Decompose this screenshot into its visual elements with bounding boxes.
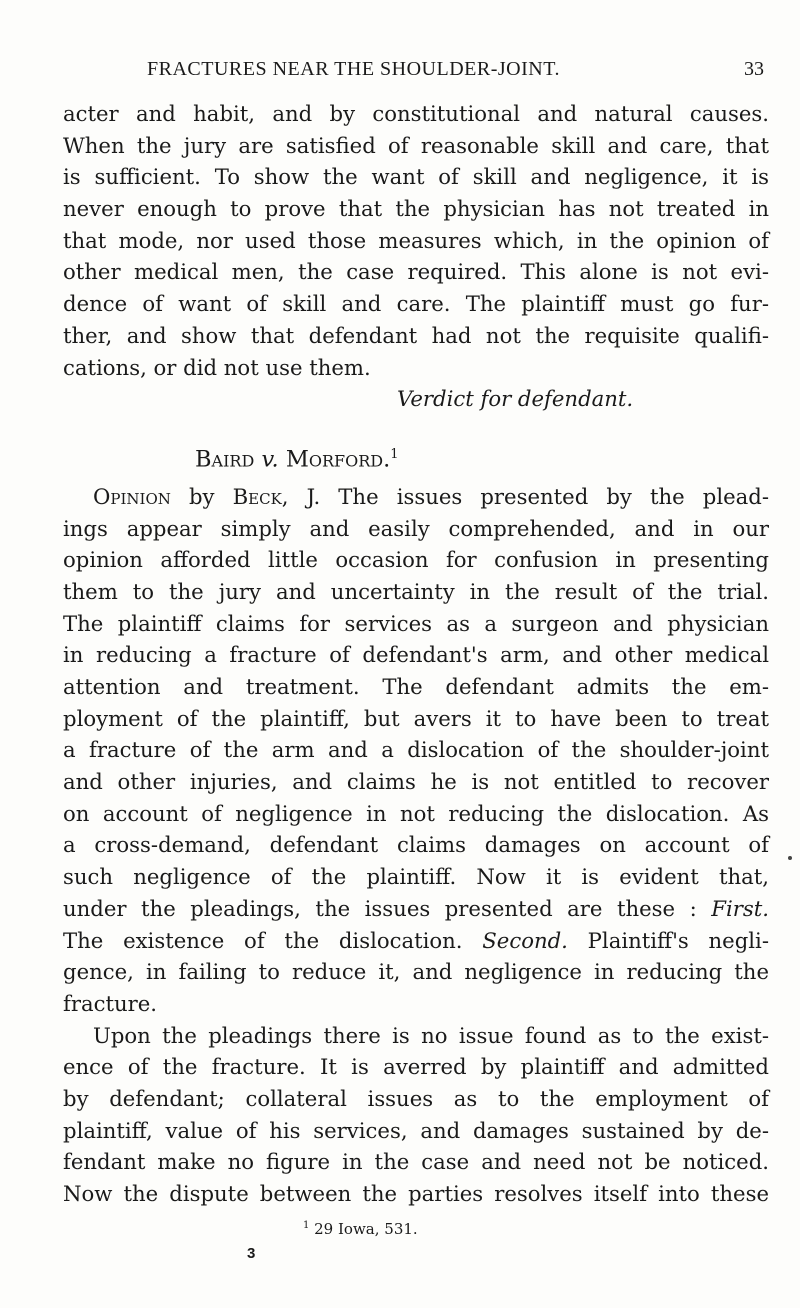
text-line: fendant make no figure in the case and need not be noticed. <box>63 1149 769 1175</box>
case-title <box>63 433 769 481</box>
text-line: ployment of the plaintiff, but avers it to have been to treat <box>63 705 769 731</box>
text-line: a fracture of the arm and a dislocation of the shoulder-joint <box>63 737 769 763</box>
second-label: Second. <box>482 927 568 953</box>
footnote-marker: 1 <box>303 1220 310 1231</box>
text-line: Now the dispute between the parties resolves itself into these <box>63 1181 769 1206</box>
footnote-ref: 1 <box>390 446 399 462</box>
text-line: The plaintiff claims for services as a surgeon and physician <box>63 610 769 636</box>
footnote-text: 29 Iowa, 531. <box>309 1220 418 1238</box>
text-line: acter and habit, and by constitutional and natural causes. <box>63 101 769 126</box>
text-line: them to the jury and uncertainty in the result of the trial. <box>63 578 769 604</box>
text-line: that mode, nor used those measures which, in the opinion of <box>63 227 769 253</box>
text-line: Upon the pleadings there is no issue found as to the exist- <box>93 1022 769 1048</box>
text-fragment: under the pleadings, the issues presented are these : <box>63 895 712 921</box>
text-line: opinion afforded little occasion for confusion in presenting <box>63 547 769 573</box>
text-line <box>63 481 769 513</box>
case-defendant: Morford. <box>285 446 391 473</box>
case-versus: v. <box>261 446 279 473</box>
text-line: ence of the fracture. It is averred by plaintiff and admitted <box>63 1054 769 1080</box>
text-line: ings appear simply and easily comprehended, and in our <box>63 515 769 541</box>
text-line: is sufficient. To show the want of skill and negligence, it is <box>63 164 769 190</box>
text-line: When the jury are satisfied of reasonable skill and care, that <box>63 132 769 158</box>
body-text <box>63 98 769 1210</box>
text-line: gence, in failing to reduce it, and negligence in reducing the <box>63 959 769 985</box>
text-line: and other injuries, and claims he is not entitled to recover <box>63 769 769 795</box>
text-fragment: Plaintiff's negli- <box>567 927 769 953</box>
text-line: fracture. <box>63 990 158 1016</box>
text-fragment: The issues presented by the plead- <box>320 483 769 509</box>
page-number: 33 <box>744 58 764 80</box>
text-line: ther, and show that defendant had not the requisite qualifi- <box>63 322 769 348</box>
text-line <box>63 893 769 925</box>
running-title: FRACTURES NEAR THE SHOULDER-JOINT. <box>147 58 560 80</box>
text-fragment: The existence of the dislocation. <box>63 927 483 953</box>
text-line: never enough to prove that the physician has not treated in <box>63 196 769 222</box>
text-line <box>63 925 769 957</box>
judge-name: Beck, J. <box>232 483 321 509</box>
first-label: First. <box>711 895 769 921</box>
case-plaintiff: Baird <box>195 446 255 473</box>
text-line: such negligence of the plaintiff. Now it is evident that, <box>63 864 769 890</box>
opinion-by: by <box>188 483 215 509</box>
verdict: Verdict for defendant. <box>397 386 634 412</box>
text-line: in reducing a fracture of defendant's arm, and other medical <box>63 642 769 668</box>
text-line: attention and treatment. The defendant admits the em- <box>63 674 769 699</box>
text-line: cations, or did not use them. <box>63 354 371 380</box>
text-line: dence of want of skill and care. The plaintiff must go fur- <box>63 291 769 317</box>
margin-dot <box>788 856 792 860</box>
footnote <box>303 1220 418 1238</box>
text-line: on account of negligence in not reducing the dislocation. As <box>63 800 769 826</box>
text-line: other medical men, the case required. This alone is not evi- <box>63 259 769 285</box>
text-line: plaintiff, value of his services, and damages sustained by de- <box>63 1117 769 1143</box>
running-head <box>147 58 764 82</box>
opinion-label: Opinion <box>93 483 171 509</box>
text-line: by defendant; collateral issues as to the employment of <box>63 1085 769 1111</box>
text-line: a cross-demand, defendant claims damages on account of <box>63 832 769 858</box>
signature-mark: 3 <box>247 1245 256 1262</box>
